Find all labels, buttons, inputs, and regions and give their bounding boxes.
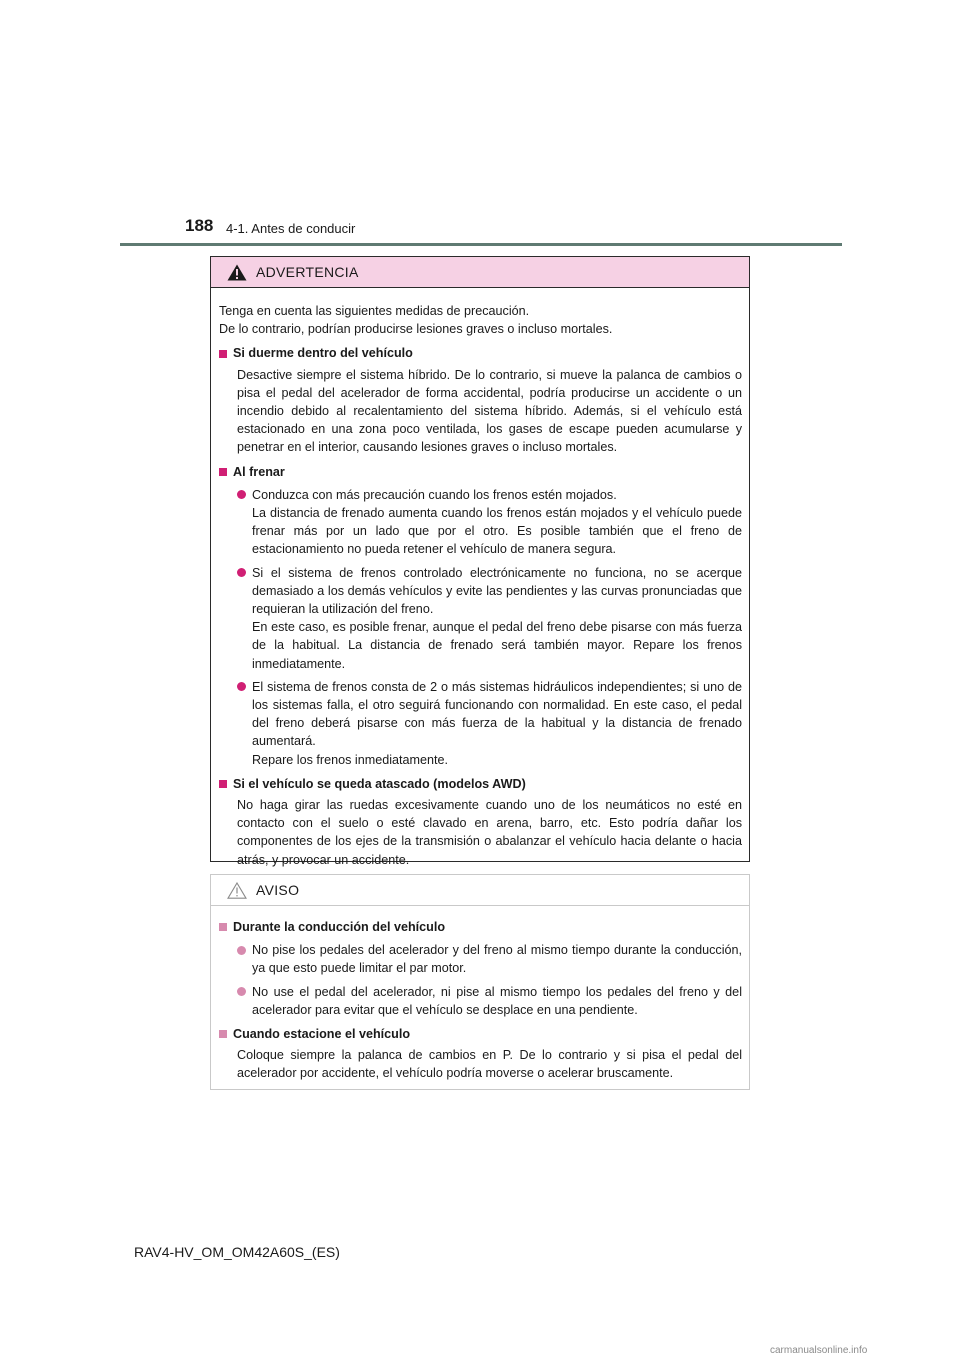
- circle-bullet-icon: [237, 946, 246, 955]
- header-rule: [120, 243, 842, 246]
- section-paragraph: Coloque siempre la palanca de cambios en P. De lo contrario y si pisa el pedal del acelerador por accidente, el vehículo podría moverse o acelerar bruscamente.: [237, 1048, 742, 1081]
- page-number: 188: [185, 216, 214, 235]
- bullet-text: Conduzca con más precaución cuando los frenos estén mojados.: [252, 487, 617, 502]
- square-bullet-icon: [219, 468, 227, 476]
- watermark: carmanualsonline.info: [770, 1345, 868, 1356]
- bullet-text: No use el pedal del acelerador, ni pise al mismo tiempo los pedales del freno y del acelerador para evitar que el vehículo se desplace en una pendiente.: [252, 984, 742, 1017]
- section-title: 4-1. Antes de conducir: [226, 221, 356, 236]
- section-paragraph: Desactive siempre el sistema híbrido. De lo contrario, si mueve la palanca de cambios o pisa el pedal del acelerador de forma accidental, podría producirse un accidente o un incendio debido al recalentamiento del sistema híbrido. Además, si el vehículo está estacionado en una zona poco ventilada, los gases de escape pueden acumularse y penetrar en el interior, causando lesiones graves o incluso mortales.: [237, 367, 742, 455]
- bullet-text: En este caso, es posible frenar, aunque el pedal del freno debe pisarse con más fuerza de la habitual. La distancia de frenado será también mayor. Repare los frenos inmediatamente.: [252, 620, 742, 671]
- notice-header: [211, 875, 749, 906]
- square-bullet-icon: [219, 1030, 227, 1038]
- bullet-text: No pise los pedales del acelerador y del freno al mismo tiempo durante la conducción, ya que esto puede limitar el par motor.: [252, 943, 742, 976]
- bullet-text: El sistema de frenos consta de 2 o más sistemas hidráulicos independientes; si uno de los sistemas falla, el otro seguirá funcionando con normalidad. En este caso, el pedal del freno deberá pisarse con más fuerza de la habitual y la distancia de frenado aumentará.: [252, 679, 742, 749]
- section-heading: [219, 344, 742, 362]
- section-heading: [219, 918, 742, 936]
- warning-intro-line: Tenga en cuenta las siguientes medidas de precaución.: [219, 304, 530, 318]
- square-bullet-icon: [219, 780, 227, 788]
- circle-bullet-icon: [237, 568, 246, 577]
- notice-title: AVISO: [256, 882, 300, 898]
- section-heading: [219, 1025, 742, 1043]
- circle-bullet-icon: [237, 682, 246, 691]
- caution-triangle-icon: [227, 882, 247, 899]
- notice-box: [210, 874, 750, 1090]
- bullet-text: La distancia de frenado aumenta cuando los frenos están mojados y el vehículo puede frenar más por un lado que por el otro. Es posible también que el freno de estacionamiento no pueda retener el vehículo de manera segura.: [252, 506, 742, 557]
- bullet-text: Si el sistema de frenos controlado electrónicamente no funciona, no se acerque demasiado a los demás vehículos y evite las pendientes y las curvas pronunciadas que requieran la utilización del freno.: [252, 565, 742, 617]
- square-bullet-icon: [219, 923, 227, 931]
- document-code: RAV4-HV_OM_OM42A60S_(ES): [134, 1244, 340, 1260]
- section-heading-text: Si el vehículo se queda atascado (modelos AWD): [233, 776, 526, 791]
- warning-intro-line: De lo contrario, podrían producirse lesiones graves o incluso mortales.: [219, 322, 613, 337]
- warning-title: ADVERTENCIA: [256, 264, 359, 280]
- circle-bullet-icon: [237, 490, 246, 499]
- section-heading: [219, 463, 742, 481]
- warning-box: [210, 256, 750, 867]
- bullet-text: Repare los frenos inmediatamente.: [252, 752, 449, 767]
- section-heading-text: Al frenar: [233, 464, 285, 479]
- section-heading-text: Si duerme dentro del vehículo: [233, 346, 413, 361]
- section-paragraph: No haga girar las ruedas excesivamente cuando uno de los neumáticos no esté en contacto con el suelo o esté clavado en arena, barro, etc. Esto podría dañar los componentes de los ejes de la transmisión o abalanzar el vehículo hacia delante o hacia atrás, y provocar un accidente.: [237, 798, 742, 867]
- section-heading: [219, 775, 742, 793]
- circle-bullet-icon: [237, 987, 246, 996]
- warning-header: [211, 257, 749, 288]
- bullet-item: [219, 941, 742, 977]
- square-bullet-icon: [219, 350, 227, 358]
- bullet-item: [219, 678, 742, 769]
- bullet-item: [219, 564, 742, 673]
- section-heading-text: Cuando estacione el vehículo: [233, 1027, 411, 1042]
- bullet-item: [219, 486, 742, 559]
- warning-triangle-icon: [227, 264, 247, 281]
- bullet-item: [219, 983, 742, 1019]
- section-heading-text: Durante la conducción del vehículo: [233, 920, 446, 934]
